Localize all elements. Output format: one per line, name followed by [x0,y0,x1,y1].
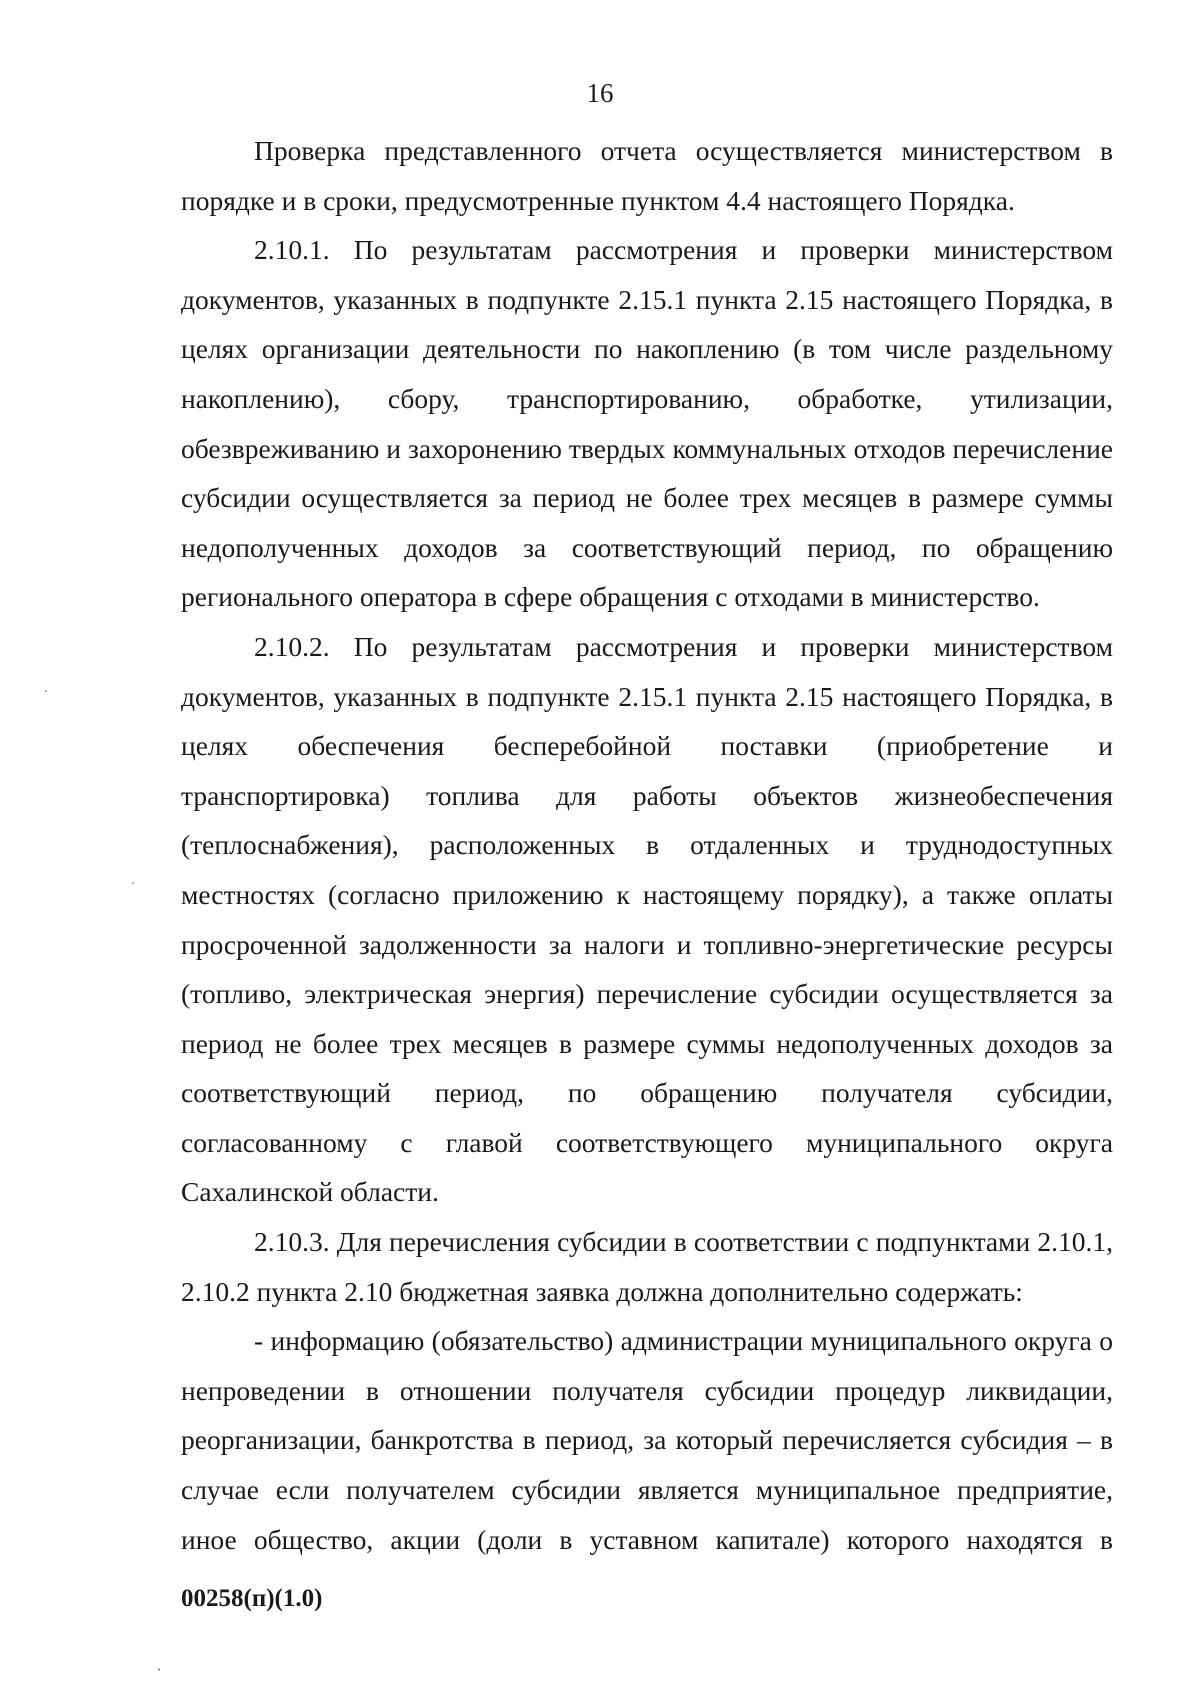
document-code: 00258(п)(1.0) [181,1585,323,1612]
paragraph-2-10-1: 2.10.1. По результатам рассмотрения и проверки министерством документов, указанных в подпункте 2.15.1 пункта 2.15 настоящего Порядка, в целях организации деятельности по накоплению (в том числе раздельному накоплению), сбору, транспортированию, обработке, утилизации, обезвреживанию и захоронению твердых коммунальных отходов перечисление субсидии осуществляется за период не более трех месяцев в размере суммы недополученных доходов за соответствующий период, по обращению регионального оператора в сфере обращения с отходами в министерство. [181,234,1113,613]
scan-speck [132,882,134,884]
paragraph-info-list-item: - информацию (обязательство) администрации муниципального округа о непроведении в отношении получателя субсидии процедур ликвидации, реорганизации, банкротства в период, за который перечисляется субсидия – в случае если получателем субсидии является муниципальное предприятие, иное общество, акции (доли в уставном капитале) которого находятся в [181,1325,1113,1555]
paragraph-report-check: Проверка представленного отчета осуществляется министерством в порядке и в сроки, предусмотренные пунктом 4.4 настоящего Порядка. [181,135,1113,216]
paragraph-2-10-3: 2.10.3. Для перечисления субсидии в соответствии с подпунктами 2.10.1, 2.10.2 пункта 2.10 бюджетная заявка должна дополнительно содержать: [181,1226,1113,1307]
scan-speck [158,1668,160,1671]
page-number: 16 [586,78,614,108]
scan-speck [45,690,47,692]
paragraph-2-10-2: 2.10.2. По результатам рассмотрения и проверки министерством документов, указанных в подпункте 2.15.1 пункта 2.15 настоящего Порядка, в целях обеспечения бесперебойной поставки (приобретение и транспортировка) топлива для работы объектов жизнеобеспечения (теплоснабжения), расположенных в отдаленных и труднодоступных местностях (согласно приложению к настоящему порядку), а также оплаты просроченной задолженности за налоги и топливно-энергетические ресурсы (топливо, электрическая энергия) перечисление субсидии осуществляется за период не более трех месяцев в размере суммы недополученных доходов за соответствующий период, по обращению получателя субсидии, согласованному с главой соответствующего муниципального округа Сахалинской области. [181,630,1113,1208]
document-body [181,126,1113,1564]
